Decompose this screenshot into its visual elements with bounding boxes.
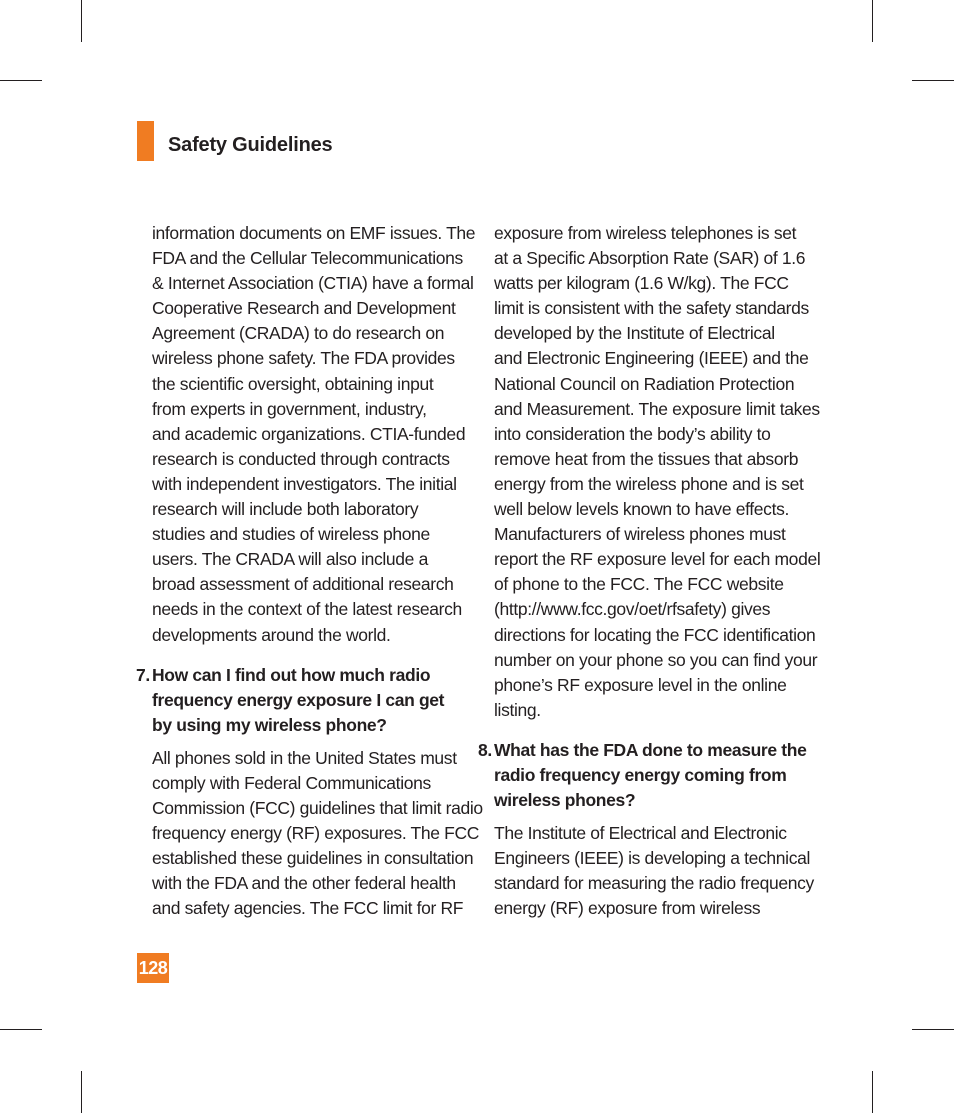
text-line: and safety agencies. The FCC limit for RF xyxy=(152,898,464,919)
text-line: research will include both laboratory xyxy=(152,499,419,520)
text-line: needs in the context of the latest research xyxy=(152,599,462,620)
left-column xyxy=(136,221,483,922)
crop-mark xyxy=(0,1029,42,1030)
answer-7-paragraph xyxy=(136,746,483,922)
text-line: Engineers (IEEE) is developing a technical xyxy=(494,848,811,869)
text-line: All phones sold in the United States must xyxy=(152,747,457,768)
question-heading xyxy=(494,738,807,813)
crop-mark xyxy=(81,1071,82,1113)
crop-mark xyxy=(0,80,42,81)
question-7 xyxy=(136,663,456,738)
text-line: National Council on Radiation Protection xyxy=(494,373,795,394)
text-line: phone’s RF exposure level in the online xyxy=(494,674,787,695)
heading-line: What has the FDA done to measure the xyxy=(494,739,807,760)
crop-mark xyxy=(912,1029,954,1030)
text-line: of phone to the FCC. The FCC website xyxy=(494,574,784,595)
text-line: FDA and the Cellular Telecommunications xyxy=(152,248,463,269)
heading-line: radio frequency energy coming from xyxy=(494,764,787,785)
crop-mark xyxy=(912,80,954,81)
text-line: frequency energy (RF) exposures. The FCC xyxy=(152,823,480,844)
crop-mark xyxy=(872,1071,873,1113)
text-line: research is conducted through contracts xyxy=(152,448,450,469)
text-line: and Electronic Engineering (IEEE) and the xyxy=(494,348,809,369)
question-heading xyxy=(152,663,456,738)
text-line: number on your phone so you can find your xyxy=(494,649,818,670)
text-line: wireless phone safety. The FDA provides xyxy=(152,348,455,369)
text-line: users. The CRADA will also include a xyxy=(152,549,428,570)
text-line: (http://www.fcc.gov/oet/rfsafety) gives xyxy=(494,599,771,620)
text-line: and Measurement. The exposure limit takes xyxy=(494,398,820,419)
text-line: with the FDA and the other federal health xyxy=(152,873,456,894)
text-line: limit is consistent with the safety standards xyxy=(494,298,809,319)
text-line: exposure from wireless telephones is set xyxy=(494,223,797,243)
continuation-paragraph-right xyxy=(478,221,821,723)
text-line: developed by the Institute of Electrical xyxy=(494,323,775,344)
text-line: into consideration the body’s ability to xyxy=(494,423,771,444)
text-line: comply with Federal Communications xyxy=(152,772,431,793)
page-number: 128 xyxy=(137,953,169,983)
question-number: 8. xyxy=(478,739,492,760)
text-line: information documents on EMF issues. The xyxy=(152,223,476,243)
text-line: watts per kilogram (1.6 W/kg). The FCC xyxy=(494,273,789,294)
text-line: established these guidelines in consultation xyxy=(152,848,474,869)
section-title: Safety Guidelines xyxy=(168,134,333,156)
text-line: and academic organizations. CTIA-funded xyxy=(152,423,466,444)
text-line: Cooperative Research and Development xyxy=(152,298,456,319)
continuation-paragraph-left xyxy=(136,221,476,648)
question-number: 7. xyxy=(136,664,150,685)
text-line: the scientific oversight, obtaining input xyxy=(152,373,434,394)
text-line: well below levels known to have effects. xyxy=(494,499,790,520)
heading-line: How can I find out how much radio xyxy=(152,664,431,685)
text-line: at a Specific Absorption Rate (SAR) of 1.6 xyxy=(494,248,806,269)
heading-line: wireless phones? xyxy=(494,790,636,811)
text-line: Commission (FCC) guidelines that limit radio xyxy=(152,798,483,819)
heading-line: by using my wireless phone? xyxy=(152,714,387,735)
heading-line: frequency energy exposure I can get xyxy=(152,689,445,710)
crop-mark xyxy=(872,0,873,42)
text-line: studies and studies of wireless phone xyxy=(152,524,430,545)
text-line: remove heat from the tissues that absorb xyxy=(494,448,799,469)
text-line: from experts in government, industry, xyxy=(152,398,427,419)
text-line: broad assessment of additional research xyxy=(152,574,454,595)
text-line: listing. xyxy=(494,699,541,720)
text-line: Agreement (CRADA) to do research on xyxy=(152,323,445,344)
text-line: directions for locating the FCC identification xyxy=(494,624,816,645)
right-column xyxy=(478,221,821,922)
crop-mark xyxy=(81,0,82,42)
answer-8-paragraph xyxy=(478,821,814,921)
text-line: & Internet Association (CTIA) have a formal xyxy=(152,273,474,294)
text-line: The Institute of Electrical and Electronic xyxy=(494,823,787,844)
text-line: with independent investigators. The initial xyxy=(152,473,457,494)
text-line: developments around the world. xyxy=(152,624,391,645)
question-8 xyxy=(478,738,807,813)
text-line: Manufacturers of wireless phones must xyxy=(494,524,786,545)
text-line: energy (RF) exposure from wireless xyxy=(494,898,761,919)
text-line: report the RF exposure level for each model xyxy=(494,549,821,570)
text-line: standard for measuring the radio frequency xyxy=(494,873,814,894)
text-line: energy from the wireless phone and is set xyxy=(494,473,804,494)
section-accent-bar xyxy=(137,121,154,161)
